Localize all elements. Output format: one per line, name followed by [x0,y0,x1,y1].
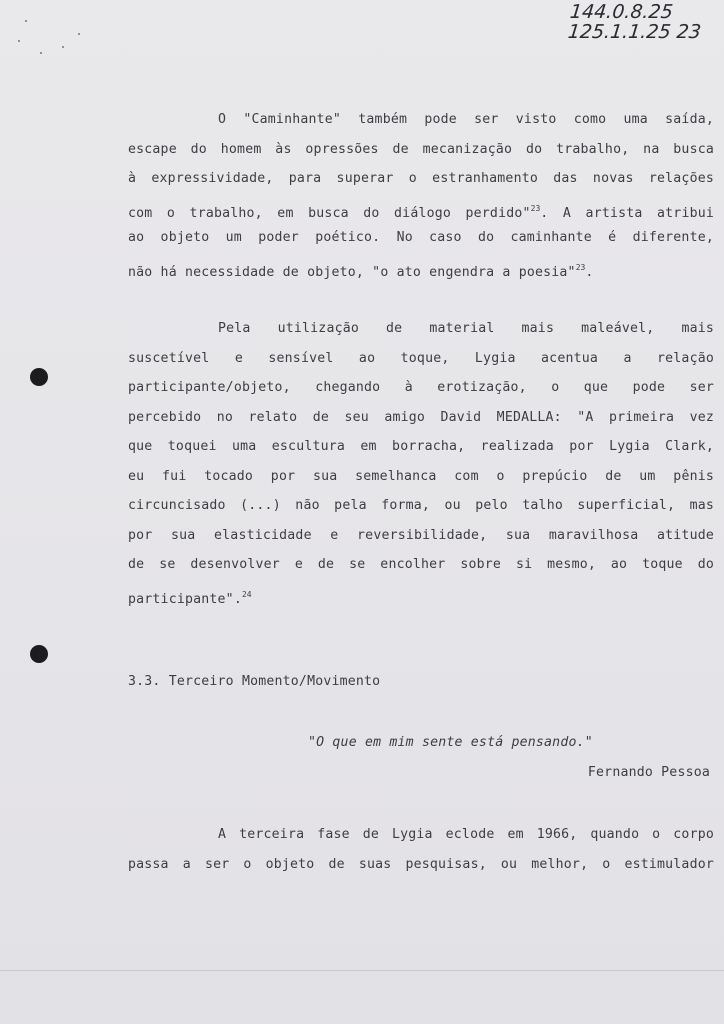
section-heading: 3.3. Terceiro Momento/Movimento [128,674,381,689]
paragraph-caminhante [128,105,714,282]
page-number: 23 [675,21,703,43]
text-line: de se desenvolver e de se encolher sobre si mesmo, ao toque do [128,557,714,572]
epigraph-quote: "O que em mim sente está pensando." [308,735,593,750]
archive-code-line2: 125.1.1.25 23 [566,21,703,43]
punch-hole-bottom [30,645,48,663]
text-line: suscetível e sensível ao toque, Lygia acentua a relação [128,350,714,366]
paragraph-material [128,314,714,609]
text-line: não há necessidade de objeto, "o ato engendra a poesia"$^{23}$. [128,262,594,280]
footnote-ref: 23 [530,203,541,213]
paragraph-terceira-fase [128,820,714,879]
punch-hole-top [30,368,48,386]
text-line: passa a ser o objeto de suas pesquisas, ou melhor, o estimulador [128,856,714,872]
text-line: percebido no relato de seu amigo David MEDALLA: "A primeira vez [128,409,714,425]
text-line: ao objeto um poder poético. No caso do caminhante é diferente, [128,230,714,245]
text-line: participante/objeto, chegando à erotização, o que pode ser [128,380,714,395]
text-line: por sua elasticidade e reversibilidade, sua maravilhosa atitude [128,527,714,543]
text-line: eu fui tocado por sua semelhanca com o prepúcio de um pênis [128,468,714,484]
text-line: circuncisado (...) não pela forma, ou pelo talho superficial, mas [128,498,714,513]
text-line: A terceira fase de Lygia eclode em 1966, quando o corpo [218,827,714,842]
page-fold-line [0,970,724,971]
text-line: escape do homem às opressões de mecanização do trabalho, na busca [128,141,714,157]
text-line: que toquei uma escultura em borracha, realizada por Lygia Clark, [128,439,714,454]
footnote-ref: 23 [575,262,586,272]
epigraph-author: Fernando Pessoa [587,765,710,780]
text-line: participante".$^{24}$ [128,589,252,607]
footnote-ref: 24 [241,589,252,599]
text-line: com o trabalho, em busca do diálogo perdido"$^{23}$. A artista atribui [128,203,715,221]
archive-code-line1: 144.0.8.25 [568,1,674,23]
text-line: Pela utilização de material mais maleável, mais [218,321,714,336]
text-line: O "Caminhante" também pode ser visto como uma saída, [218,112,714,127]
text-line: à expressividade, para superar o estranhamento das novas relações [128,171,714,186]
archive-code [567,2,704,42]
